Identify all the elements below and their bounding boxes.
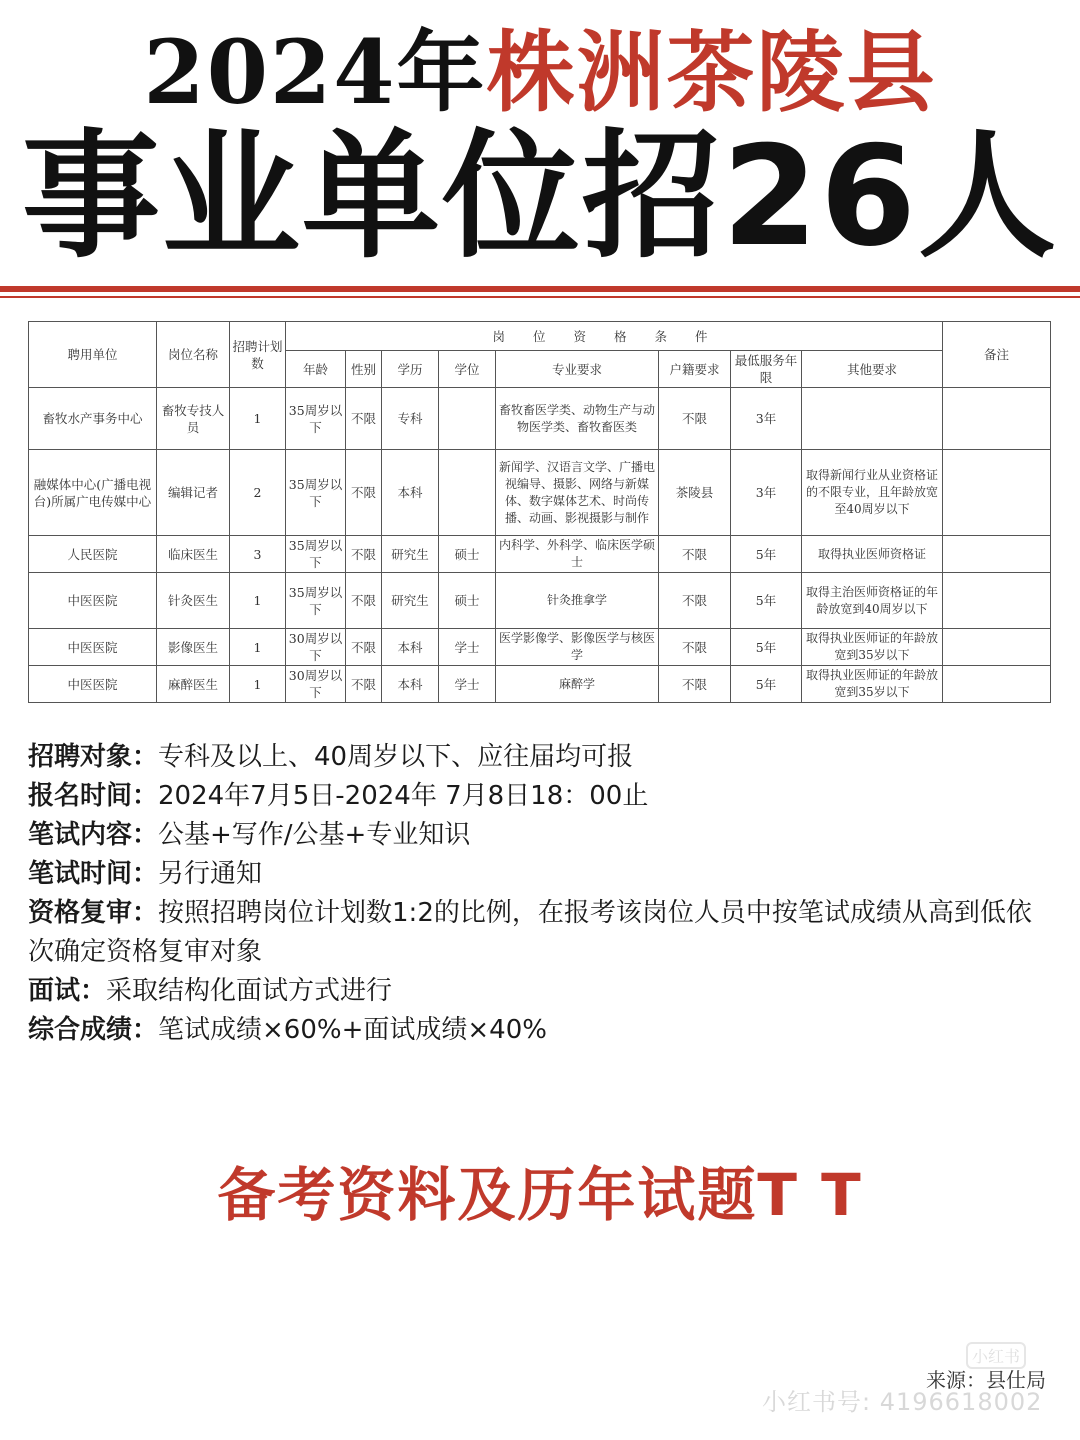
title-year: 2024年 [143,20,487,124]
cell-remark [943,629,1051,666]
cell-unit: 融媒体中心(广播电视台)所属广电传媒中心 [29,450,157,536]
cell-remark [943,573,1051,629]
info-value: 另行通知 [158,859,263,889]
recruitment-table [28,321,1051,703]
cell-service: 5年 [731,666,802,703]
cell-hukou: 不限 [659,388,731,450]
info-label: 招聘对象： [28,742,159,772]
cell-service: 3年 [731,450,802,536]
info-row [28,777,1048,816]
info-value: 2024年7月5日-2024年 7月8日18：00止 [158,781,649,811]
cell-degree [439,388,496,450]
cell-unit: 中医医院 [29,629,157,666]
info-label: 笔试内容： [28,820,159,850]
cell-other: 取得执业医师证的年龄放宽到35岁以下 [802,666,943,703]
header-other: 其他要求 [802,351,943,388]
cell-position: 影像医生 [157,629,230,666]
cell-education: 专科 [382,388,439,450]
cell-other [802,388,943,450]
header-position: 岗位名称 [157,322,230,388]
info-row [28,1011,1048,1050]
source-text: 来源：县仕局 [926,1368,1046,1392]
header-service: 最低服务年限 [731,351,802,388]
cell-count: 1 [230,573,286,629]
info-section [28,738,1048,1050]
cell-major: 畜牧畜医学类、动物生产与动物医学类、畜牧畜医类 [496,388,659,450]
info-value: 公基+写作/公基+专业知识 [158,820,471,850]
cell-gender: 不限 [346,666,382,703]
info-label: 面试： [28,976,107,1006]
cell-hukou: 茶陵县 [659,450,731,536]
cell-age: 35周岁以下 [286,450,346,536]
info-value: 采取结构化面试方式进行 [106,976,393,1006]
header-degree: 学位 [439,351,496,388]
cell-remark [943,666,1051,703]
info-label: 报名时间： [28,781,159,811]
cell-gender: 不限 [346,536,382,573]
cell-hukou: 不限 [659,573,731,629]
cell-education: 本科 [382,450,439,536]
watermark-text: 小红书号: 4196618002 [762,1388,1043,1416]
info-row [28,894,1048,972]
cell-education: 研究生 [382,573,439,629]
cell-age: 35周岁以下 [286,573,346,629]
info-label: 笔试时间： [28,859,159,889]
cell-education: 本科 [382,629,439,666]
xiaohongshu-logo-watermark: 小红书 [966,1342,1026,1369]
cell-age: 35周岁以下 [286,536,346,573]
cell-age: 30周岁以下 [286,629,346,666]
info-row [28,972,1048,1011]
cell-gender: 不限 [346,629,382,666]
cell-other: 取得主治医师资格证的年龄放宽到40周岁以下 [802,573,943,629]
info-label: 综合成绩： [28,1015,159,1045]
cell-hukou: 不限 [659,536,731,573]
cell-other: 取得执业医师资格证 [802,536,943,573]
promo-banner: 备考资料及历年试题T T [217,1161,863,1229]
info-value: 专科及以上、40周岁以下、应往届均可报 [158,742,634,772]
cell-unit: 中医医院 [29,666,157,703]
cell-remark [943,450,1051,536]
divider-thick [0,286,1080,292]
header-hukou: 户籍要求 [659,351,731,388]
cell-service: 5年 [731,573,802,629]
header-remark: 备注 [943,322,1051,388]
table-row [29,388,1051,450]
divider-thin [0,296,1080,298]
header-major: 专业要求 [496,351,659,388]
cell-degree: 硕士 [439,573,496,629]
cell-count: 1 [230,388,286,450]
cell-count: 2 [230,450,286,536]
cell-position: 编辑记者 [157,450,230,536]
info-label: 资格复审： [28,898,159,928]
cell-position: 临床医生 [157,536,230,573]
header-gender: 性别 [346,351,382,388]
info-value: 按照招聘岗位计划数1:2的比例，在报考该岗位人员中按笔试成绩从高到低依次确定资格复审对象 [28,898,1032,967]
cell-hukou: 不限 [659,629,731,666]
cell-major: 针灸推拿学 [496,573,659,629]
table-row [29,450,1051,536]
cell-unit: 人民医院 [29,536,157,573]
header-count: 招聘计划数 [230,322,286,388]
cell-major: 内科学、外科学、临床医学硕士 [496,536,659,573]
cell-service: 5年 [731,629,802,666]
page-subtitle: 事业单位招26人 [21,116,1059,277]
cell-service: 3年 [731,388,802,450]
cell-count: 1 [230,666,286,703]
cell-hukou: 不限 [659,666,731,703]
title-place: 株洲茶陵县 [486,21,937,124]
info-row [28,816,1048,855]
table-row [29,536,1051,573]
cell-gender: 不限 [346,388,382,450]
page-title [0,22,1080,123]
header-age: 年龄 [286,351,346,388]
info-row [28,738,1048,777]
cell-major: 麻醉学 [496,666,659,703]
cell-age: 35周岁以下 [286,388,346,450]
cell-major: 新闻学、汉语言文学、广播电视编导、摄影、网络与新媒体、数字媒体艺术、时尚传播、动画、影视摄影与制作 [496,450,659,536]
cell-other: 取得新闻行业从业资格证的不限专业，且年龄放宽至40周岁以下 [802,450,943,536]
cell-count: 3 [230,536,286,573]
cell-degree: 硕士 [439,536,496,573]
cell-position: 针灸医生 [157,573,230,629]
cell-age: 30周岁以下 [286,666,346,703]
cell-service: 5年 [731,536,802,573]
cell-major: 医学影像学、影像医学与核医学 [496,629,659,666]
table-row [29,666,1051,703]
info-row [28,855,1048,894]
header-group: 岗位资格条件 [286,322,943,351]
cell-education: 本科 [382,666,439,703]
cell-unit: 中医医院 [29,573,157,629]
info-value: 笔试成绩×60%+面试成绩×40% [158,1015,547,1045]
cell-position: 麻醉医生 [157,666,230,703]
cell-unit: 畜牧水产事务中心 [29,388,157,450]
cell-education: 研究生 [382,536,439,573]
cell-position: 畜牧专技人员 [157,388,230,450]
cell-degree: 学士 [439,629,496,666]
cell-gender: 不限 [346,450,382,536]
header-unit: 聘用单位 [29,322,157,388]
cell-gender: 不限 [346,573,382,629]
header-education: 学历 [382,351,439,388]
table-row [29,629,1051,666]
cell-remark [943,536,1051,573]
cell-degree [439,450,496,536]
cell-count: 1 [230,629,286,666]
cell-other: 取得执业医师证的年龄放宽到35岁以下 [802,629,943,666]
cell-remark [943,388,1051,450]
cell-degree: 学士 [439,666,496,703]
table-row [29,573,1051,629]
